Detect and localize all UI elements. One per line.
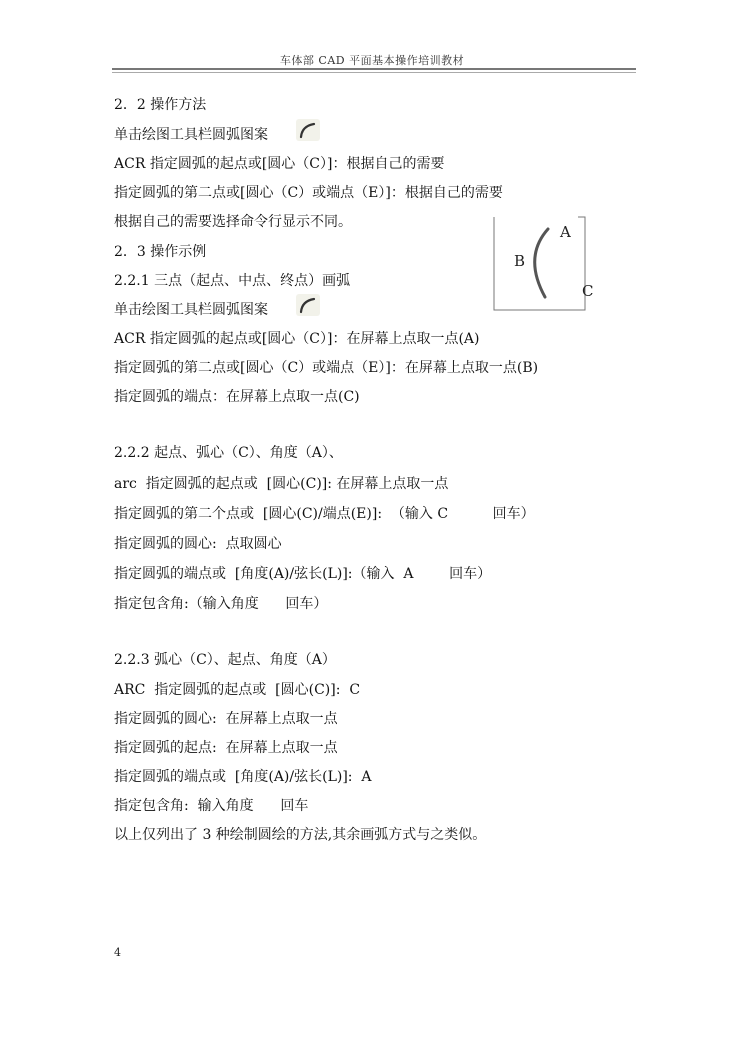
text-line: 指定圆弧的起点: 在屏幕上点取一点	[114, 740, 338, 756]
text-line: arc 指定圆弧的起点或 [圆心(C)]: 在屏幕上点取一点	[114, 476, 449, 492]
subsection-heading: 2.2.2 起点、弧心（C）、角度（A）、	[114, 445, 343, 461]
section-heading: 2．3 操作示例	[114, 244, 207, 260]
header-rule	[112, 68, 636, 70]
text-line: 指定圆弧的端点或 [角度(A)/弦长(L)]:（输入 A 回车）	[114, 566, 492, 582]
text-line: 指定圆弧的端点：在屏幕上点取一点(C)	[114, 389, 360, 405]
text-line: 指定圆弧的圆心: 点取圆心	[114, 536, 282, 552]
arc-tool-icon	[296, 119, 320, 141]
text-line: 指定包含角:（输入角度 回车）	[114, 596, 328, 612]
text-line: 单击绘图工具栏圆弧图案	[114, 127, 268, 143]
subsection-heading: 2.2.3 弧心（C）、起点、角度（A）	[114, 652, 336, 668]
header-rule-thin	[112, 72, 636, 73]
text-line: 单击绘图工具栏圆弧图案	[114, 302, 268, 318]
arc-point-c-label: C	[582, 282, 594, 300]
page-number: 4	[114, 946, 121, 959]
text-line: ARC 指定圆弧的起点或 [圆心(C)]: C	[114, 682, 361, 698]
arc-point-a-label: A	[560, 223, 571, 241]
section-heading: 2．2 操作方法	[114, 97, 207, 113]
page-header: 车体部 CAD 平面基本操作培训教材	[279, 54, 465, 67]
text-line: ACR 指定圆弧的起点或[圆心（C）]：在屏幕上点取一点(A)	[114, 331, 480, 347]
arc-tool-icon	[296, 294, 320, 316]
text-line: 指定圆弧的第二点或[圆心（C）或端点（E）]：在屏幕上点取一点(B)	[114, 360, 539, 376]
text-line: 指定圆弧的第二点或[圆心（C）或端点（E）]：根据自己的需要	[114, 185, 503, 201]
text-line: ACR 指定圆弧的起点或[圆心（C）]：根据自己的需要	[114, 156, 445, 172]
text-line: 指定圆弧的圆心: 在屏幕上点取一点	[114, 711, 338, 727]
subsection-heading: 2.2.1 三点（起点、中点、终点）画弧	[114, 273, 351, 289]
text-line: 根据自己的需要选择命令行显示不同。	[114, 214, 352, 230]
text-line: 以上仅列出了 3 种绘制圆绘的方法,其余画弧方式与之类似。	[114, 827, 487, 843]
text-line: 指定圆弧的第二个点或 [圆心(C)/端点(E)]: （输入 C 回车）	[114, 506, 535, 522]
three-point-arc-figure	[493, 215, 594, 311]
text-line: 指定包含角: 输入角度 回车	[114, 798, 309, 814]
text-line: 指定圆弧的端点或 [角度(A)/弦长(L)]: A	[114, 769, 372, 785]
arc-point-b-label: B	[514, 252, 526, 270]
